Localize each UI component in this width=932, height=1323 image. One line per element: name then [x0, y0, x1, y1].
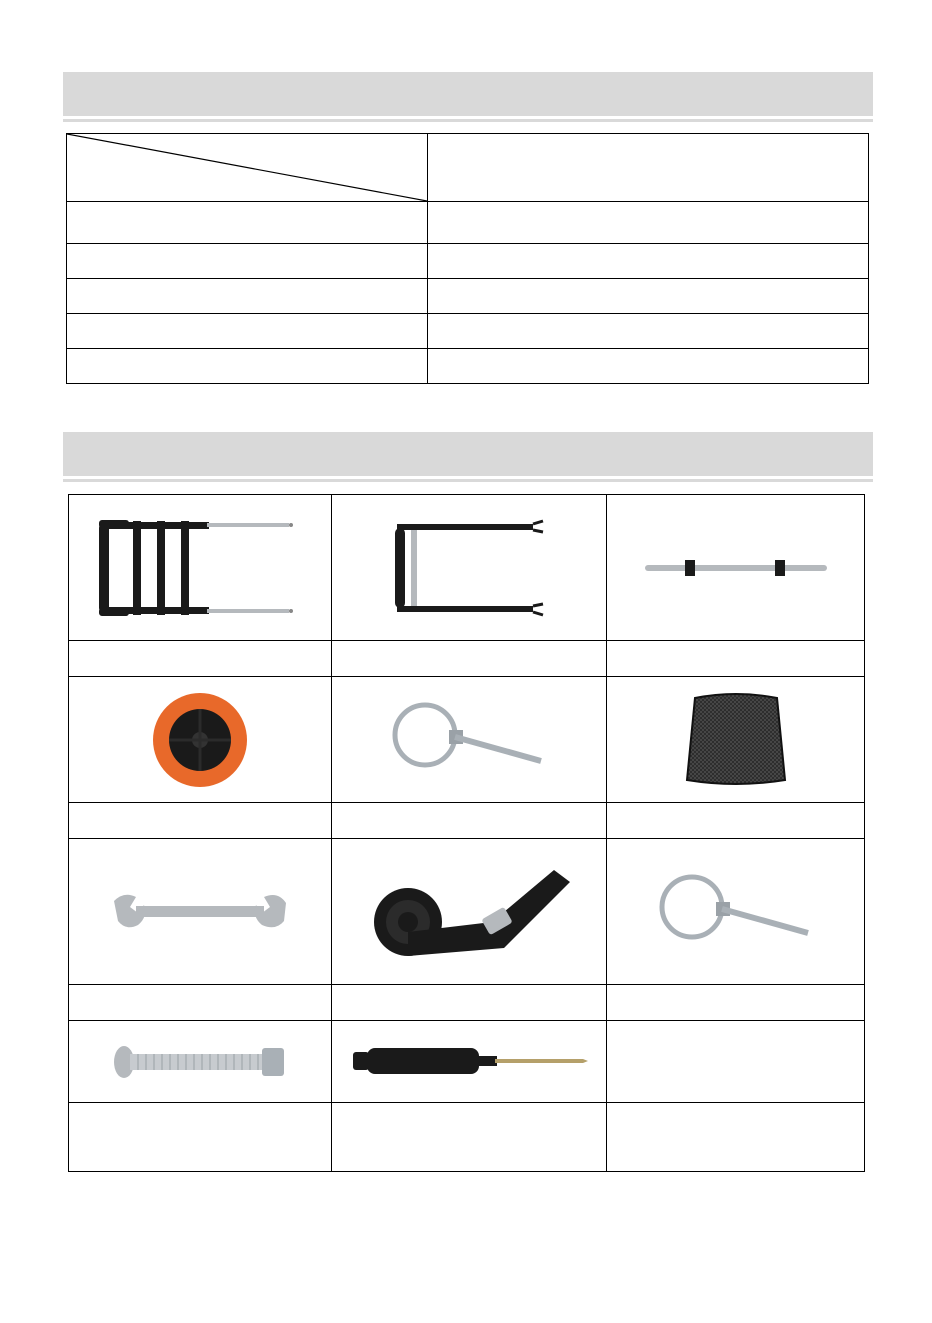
part-label: [69, 1103, 332, 1172]
part-label: [69, 803, 332, 839]
part-image-cell: [607, 839, 865, 985]
wrench-icon: [110, 889, 290, 934]
part-image-cell: [69, 495, 332, 641]
spec-value: [428, 279, 869, 314]
part-label: [607, 641, 865, 677]
part-label: [69, 985, 332, 1021]
bolt-nut-icon: [110, 1042, 290, 1082]
empty-part-cell: [607, 1021, 865, 1103]
ring-pin-icon: [656, 869, 816, 954]
part-label: [332, 641, 607, 677]
ring-pin-icon: [389, 697, 549, 782]
part-label: [69, 641, 332, 677]
diagonal-line: [67, 134, 427, 201]
part-label: [607, 1103, 865, 1172]
part-label: [332, 1103, 607, 1172]
spec-label: [67, 279, 428, 314]
handle-frame-icon: [389, 518, 549, 618]
part-image-cell: [69, 677, 332, 803]
part-label: [332, 803, 607, 839]
part-image-cell: [607, 677, 865, 803]
section-header-bar: [63, 72, 873, 119]
mesh-bag-icon: [681, 692, 791, 787]
part-label: [332, 985, 607, 1021]
strap-icon: [364, 862, 574, 962]
specification-table: [66, 133, 869, 384]
screwdriver-icon: [349, 1042, 589, 1082]
spec-label: [67, 244, 428, 279]
part-label: [607, 803, 865, 839]
part-image-cell: [332, 495, 607, 641]
part-label: [607, 985, 865, 1021]
part-image-cell: [69, 1021, 332, 1103]
orange-wheel-icon: [150, 690, 250, 790]
part-image-cell: [607, 495, 865, 641]
diagonal-header-cell: [67, 134, 428, 202]
part-image-cell: [332, 1021, 607, 1103]
part-image-cell: [332, 839, 607, 985]
spec-label: [67, 314, 428, 349]
axle-bar-icon: [641, 553, 831, 583]
spec-value: [428, 314, 869, 349]
parts-list-table: [68, 494, 865, 1172]
spec-value: [428, 349, 869, 384]
ladder-frame-icon: [95, 518, 305, 618]
header-right-cell: [428, 134, 869, 202]
part-image-cell: [332, 677, 607, 803]
spec-label: [67, 202, 428, 244]
section-header-bar: [63, 432, 873, 479]
spec-value: [428, 244, 869, 279]
spec-label: [67, 349, 428, 384]
spec-value: [428, 202, 869, 244]
part-image-cell: [69, 839, 332, 985]
